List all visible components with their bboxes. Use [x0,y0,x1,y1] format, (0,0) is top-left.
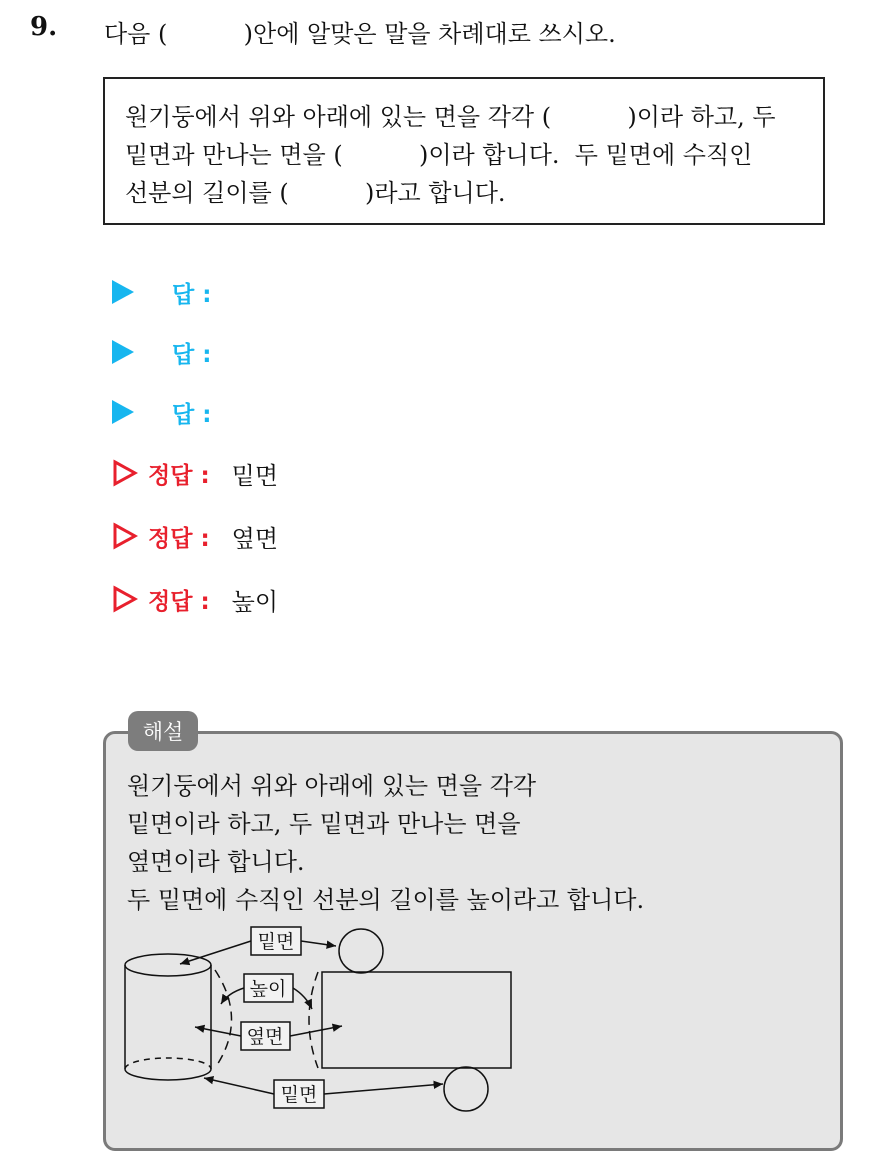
figure-label-bottom-base: 밑면 [280,1084,318,1106]
question-box-line: 원기둥에서 위와 아래에 있는 면을 각각 ( )이라 하고, 두 [125,103,776,131]
correct-answer-value: 높이 [231,587,279,616]
cylinder-top-base [125,954,211,976]
unroll-arc-right [309,972,318,1068]
explanation-line: 두 밑면에 수직인 선분의 길이를 높이라고 합니다. [127,886,645,914]
net-bottom-circle [444,1067,488,1111]
correct-answer-label: 정답 : [148,525,210,552]
question-prompt: 다음 ( )안에 알맞은 말을 차례대로 쓰시오. [104,20,616,48]
unroll-arc-left [215,970,232,1068]
question-box-line: 밑면과 만나는 면을 ( )이라 합니다. 두 밑면에 수직인 [125,141,753,169]
cylinder-bottom-back [125,1058,211,1069]
arrow-side-to-cylinder [195,1027,241,1036]
correct-answer-value: 밑면 [231,461,279,490]
correct-answer-value: 옆면 [231,524,279,553]
arrow-top-base-to-cylinder [180,941,251,964]
answer-label: 답 : [172,401,212,428]
question-number: 9. [30,12,58,42]
answer-label: 답 : [172,341,212,368]
cylinder-bottom-front [125,1069,211,1080]
explanation-tab: 해설 [128,711,198,751]
figure-label-side: 옆면 [246,1026,284,1048]
explanation-line: 옆면이라 합니다. [127,848,305,876]
question-box-line: 선분의 길이를 ( )라고 합니다. [125,179,506,207]
explanation-line: 밑면이라 하고, 두 밑면과 만나는 면을 [127,810,521,838]
net-top-circle [339,929,383,973]
explanation-line: 원기둥에서 위와 아래에 있는 면을 각각 [127,772,537,800]
net-side-rectangle [322,972,511,1068]
answer-label: 답 : [172,281,212,308]
correct-answer-label: 정답 : [148,588,210,615]
arrow-height-to-cylinder [221,988,244,1004]
arrow-bottom-base-to-circle [324,1084,443,1094]
arrow-side-to-rectangle [290,1026,342,1036]
figure-label-height: 높이 [249,978,287,1000]
arrow-top-base-to-circle [301,941,336,946]
arrow-bottom-base-to-cylinder [204,1078,274,1094]
figure-label-top-base: 밑면 [257,931,295,953]
correct-answer-label: 정답 : [148,462,210,489]
